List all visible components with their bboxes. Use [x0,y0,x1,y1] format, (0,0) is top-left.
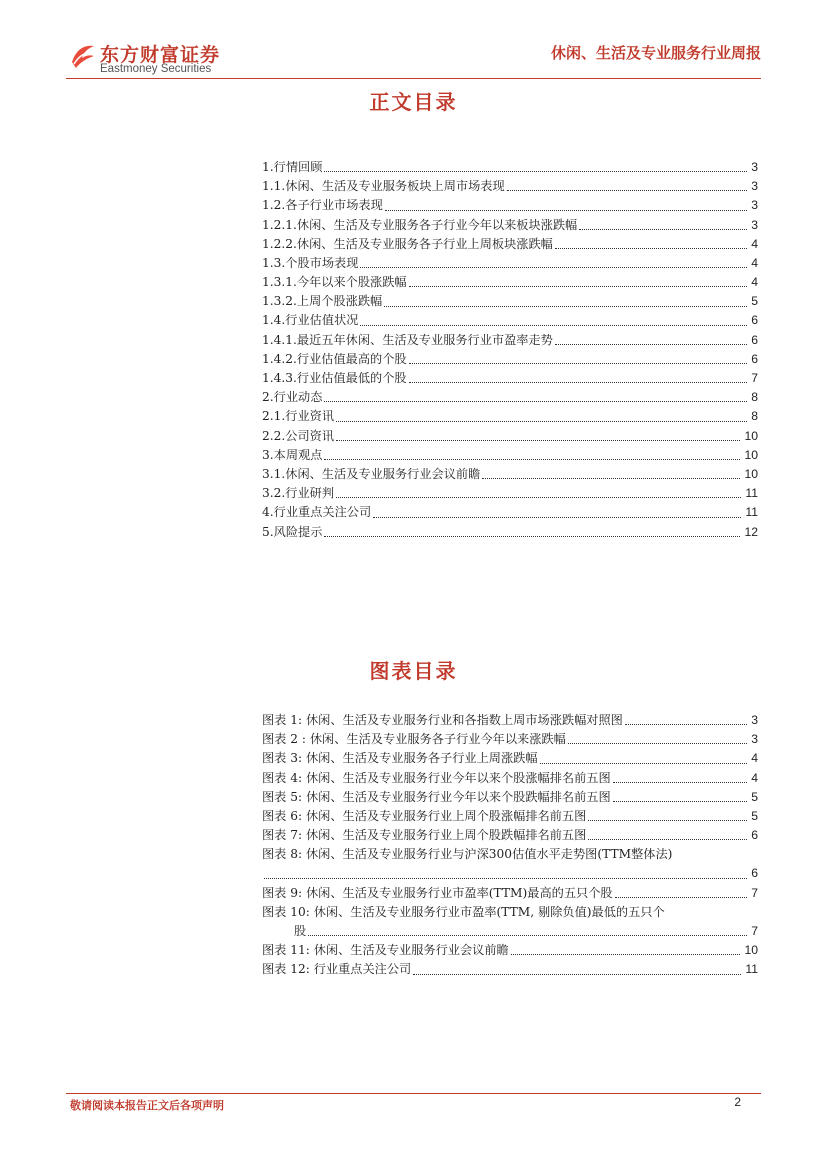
figure-entry[interactable] [262,960,758,979]
dot-leader [613,801,748,802]
toc-entry[interactable] [262,388,758,407]
toc-entry[interactable] [262,465,758,484]
dot-leader [409,286,748,287]
toc-entry-page: 8 [751,390,758,405]
toc-list [262,158,758,542]
dot-leader [511,954,741,955]
page-header [0,0,827,90]
figure-entry-label: 图表 10: 休闲、生活及专业服务行业市盈率(TTM, 剔除负值)最低的五只个 [262,904,665,919]
figure-entry-label: 图表 4: 休闲、生活及专业服务行业今年以来个股涨幅排名前五图 [262,770,611,785]
footer-disclaimer: 敬请阅读本报告正文后各项声明 [70,1099,224,1112]
toc-entry[interactable] [262,292,758,311]
logo-en-text: Eastmoney Securities [100,63,212,75]
figure-entry-label: 图表 2 : 休闲、生活及专业服务各子行业今年以来涨跌幅 [262,732,566,747]
figure-entry-page: 7 [751,924,758,939]
toc-entry[interactable] [262,158,758,177]
figure-entry-label: 图表 11: 休闲、生活及专业服务行业会议前瞻 [262,943,509,958]
report-title: 休闲、生活及专业服务行业周报 [550,44,761,62]
toc-entry[interactable] [262,503,758,522]
toc-entry-page: 3 [751,198,758,213]
toc-entry-label: 1.4.1.最近五年休闲、生活及专业服务行业市盈率走势 [262,332,553,347]
dot-leader [373,517,741,518]
toc-entry-page: 4 [751,255,758,270]
toc-entry[interactable] [262,216,758,235]
eastmoney-logo-icon [68,40,98,70]
figure-entry-label: 图表 5: 休闲、生活及专业服务行业今年以来个股跌幅排名前五图 [262,789,611,804]
figure-entry-page: 4 [751,751,758,766]
logo-cn-text: 东方财富证券 [100,44,221,66]
toc-entry-label: 1.1.休闲、生活及专业服务板块上周市场表现 [262,179,505,194]
toc-entry[interactable] [262,427,758,446]
dot-leader [360,267,747,268]
toc-entry[interactable] [262,331,758,350]
toc-entry-label: 2.1.行业资讯 [262,409,335,424]
figure-entry-label: 图表 1: 休闲、生活及专业服务行业和各指数上周市场涨跌幅对照图 [262,712,623,727]
toc-entry[interactable] [262,369,758,388]
figure-entry[interactable] [262,903,758,922]
company-logo [68,38,248,78]
dot-leader [613,782,748,783]
toc-entry-label: 1.行情回顾 [262,159,323,174]
dot-leader [625,724,747,725]
figure-entry[interactable] [262,807,758,826]
toc-entry[interactable] [262,235,758,254]
figure-entry-label: 图表 12: 行业重点关注公司 [262,962,412,977]
toc-entry-page: 6 [751,313,758,328]
figure-entry-page: 6 [751,866,758,881]
toc-entry-page: 11 [745,505,758,520]
toc-entry[interactable] [262,407,758,426]
figure-entry-page: 10 [744,943,758,958]
toc-entry-label: 1.4.行业估值状况 [262,313,359,328]
dot-leader [413,974,741,975]
figure-entry-label: 图表 9: 休闲、生活及专业服务行业市盈率(TTM)最高的五只个股 [262,885,613,900]
figure-list [262,711,758,980]
toc-entry-page: 6 [751,351,758,366]
figure-entry[interactable] [262,788,758,807]
toc-entry-page: 8 [751,409,758,424]
figure-entry-page: 3 [751,732,758,747]
toc-entry-label: 5.风险提示 [262,524,323,539]
figure-entry-label: 图表 6: 休闲、生活及专业服务行业上周个股涨幅排名前五图 [262,808,587,823]
toc-entry-page: 3 [751,159,758,174]
figure-entry-page: 7 [751,885,758,900]
figure-list-title: 图表目录 [369,659,458,683]
figure-entry-continued[interactable] [262,922,758,941]
dot-leader [568,743,747,744]
toc-entry-page: 10 [744,466,758,481]
dot-leader [588,839,747,840]
dot-leader [555,344,747,345]
toc-entry-label: 3.2.行业研判 [262,486,335,501]
dot-leader [308,935,747,936]
figure-entry-page: 6 [751,828,758,843]
toc-entry-label: 1.2.各子行业市场表现 [262,198,383,213]
toc-entry-page: 7 [751,371,758,386]
toc-entry[interactable] [262,254,758,273]
toc-entry[interactable] [262,312,758,331]
toc-entry[interactable] [262,446,758,465]
figure-entry[interactable] [262,884,758,903]
toc-entry-label: 1.3.2.上周个股涨跌幅 [262,294,383,309]
figure-entry[interactable] [262,749,758,768]
toc-entry-label: 3.1.休闲、生活及专业服务行业会议前瞻 [262,466,481,481]
toc-entry-label: 1.2.1.休闲、生活及专业服务各子行业今年以来板块涨跌幅 [262,217,578,232]
toc-entry-page: 12 [744,524,758,539]
figure-entry[interactable] [262,730,758,749]
figure-entry-label: 图表 7: 休闲、生活及专业服务行业上周个股跌幅排名前五图 [262,828,587,843]
footer-divider [66,1093,761,1094]
dot-leader [482,478,740,479]
toc-entry-label: 1.2.2.休闲、生活及专业服务各子行业上周板块涨跌幅 [262,236,553,251]
dot-leader [588,820,747,821]
figure-entry[interactable] [262,845,758,864]
figure-entry-page: 11 [745,962,758,977]
toc-entry-page: 10 [744,428,758,443]
toc-entry-page: 5 [751,294,758,309]
toc-entry[interactable] [262,273,758,292]
dot-leader [336,440,740,441]
toc-entry[interactable] [262,523,758,542]
figure-entry-label-cont: 股 [294,924,307,939]
figure-entry-page: 3 [751,712,758,727]
toc-entry[interactable] [262,177,758,196]
figure-entry[interactable] [262,711,758,730]
dot-leader [579,229,747,230]
figure-entry-page: 4 [751,770,758,785]
toc-entry-label: 4.行业重点关注公司 [262,505,372,520]
figure-entry[interactable] [262,769,758,788]
toc-entry[interactable] [262,350,758,369]
dot-leader [540,763,748,764]
toc-title: 正文目录 [369,90,458,114]
toc-entry-page: 10 [744,447,758,462]
figure-entry[interactable] [262,826,758,845]
dot-leader [384,306,747,307]
toc-entry-page: 3 [751,179,758,194]
dot-leader [555,248,747,249]
figure-entry-page: 5 [751,789,758,804]
dot-leader [385,210,747,211]
toc-entry-label: 1.3.个股市场表现 [262,255,359,270]
toc-entry[interactable] [262,196,758,215]
figure-entry-page: 5 [751,808,758,823]
dot-leader [615,897,748,898]
dot-leader [324,171,747,172]
dot-leader [507,190,748,191]
toc-entry[interactable] [262,484,758,503]
dot-leader [324,536,740,537]
dot-leader [324,459,740,460]
dot-leader [409,363,748,364]
toc-entry-label: 1.4.3.行业估值最低的个股 [262,371,407,386]
page-number: 2 [734,1095,741,1109]
toc-entry-label: 2.行业动态 [262,390,323,405]
toc-entry-label: 2.2.公司资讯 [262,428,335,443]
figure-entry-label: 图表 8: 休闲、生活及专业服务行业与沪深300估值水平走势图(TTM整体法) [262,847,673,862]
toc-entry-page: 3 [751,217,758,232]
dot-leader [324,401,747,402]
dot-leader [336,421,747,422]
figure-entry[interactable] [262,941,758,960]
header-divider [66,78,761,79]
toc-entry-label: 1.4.2.行业估值最高的个股 [262,351,407,366]
dot-leader [264,878,747,879]
dot-leader [336,497,741,498]
toc-entry-page: 6 [751,332,758,347]
toc-entry-page: 11 [745,486,758,501]
figure-entry-continued[interactable] [262,865,758,884]
toc-entry-label: 1.3.1.今年以来个股涨跌幅 [262,275,407,290]
toc-entry-page: 4 [751,236,758,251]
dot-leader [409,382,748,383]
toc-entry-page: 4 [751,275,758,290]
dot-leader [360,325,747,326]
toc-entry-label: 3.本周观点 [262,447,323,462]
figure-entry-label: 图表 3: 休闲、生活及专业服务各子行业上周涨跌幅 [262,751,538,766]
